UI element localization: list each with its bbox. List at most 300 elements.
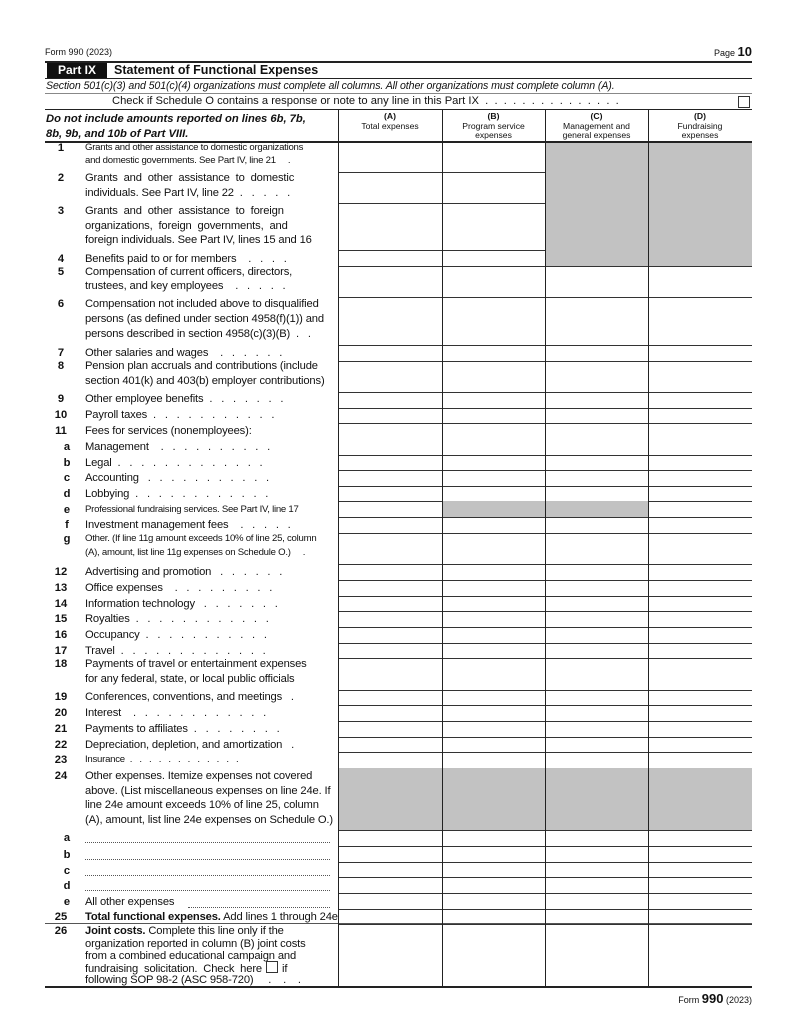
amount-cell[interactable]: [648, 658, 752, 690]
line-label-text: trustees, and key employees . . . . .: [85, 280, 286, 292]
column-title: expenses: [681, 130, 719, 140]
line-label: [85, 440, 333, 455]
amount-cell[interactable]: [442, 455, 545, 470]
column-title: Total expenses: [361, 120, 419, 131]
page-number-value: 10: [737, 44, 752, 59]
line-label-text: Other salaries and wages . . . . . .: [85, 347, 283, 359]
line-label-text: following SOP 98-2 (ASC 958-720) . . .: [85, 974, 301, 986]
amount-cell[interactable]: [442, 658, 545, 690]
line-label-text: (A), amount, list line 24e expenses on Schedule O.): [85, 814, 333, 826]
line-label: [85, 532, 333, 547]
line-label: [85, 973, 333, 988]
line-number: 18: [54, 658, 68, 670]
footer-prefix: Form: [678, 995, 700, 1005]
amount-cell[interactable]: [442, 172, 545, 203]
line-number: 4: [57, 253, 65, 265]
amount-cell[interactable]: [442, 408, 545, 423]
line-label: [85, 297, 333, 312]
amount-cell[interactable]: [338, 924, 442, 987]
amount-cell[interactable]: [648, 877, 752, 893]
amount-cell[interactable]: [338, 361, 442, 392]
amount-cell[interactable]: [442, 627, 545, 643]
amount-cell[interactable]: [545, 455, 648, 470]
column-header: [545, 112, 648, 141]
line-label-text: Office expenses . . . . . . . . .: [85, 582, 273, 594]
line-label: [85, 503, 333, 518]
amount-cell[interactable]: [648, 470, 752, 486]
amount-cell[interactable]: [442, 564, 545, 580]
line-label-text: Investment management fees . . . . .: [85, 519, 291, 531]
amount-cell[interactable]: [442, 596, 545, 611]
line-label-text: Payroll taxes . . . . . . . . . . .: [85, 409, 275, 421]
amount-cell[interactable]: [442, 470, 545, 486]
line-number: 1: [57, 142, 65, 154]
amount-cell[interactable]: [545, 533, 648, 564]
amount-cell[interactable]: [338, 392, 442, 408]
line-label-text: from a combined educational campaign and: [85, 950, 297, 962]
amount-cell[interactable]: [338, 830, 442, 846]
shaded-cell: [648, 250, 752, 266]
amount-cell[interactable]: [442, 486, 545, 501]
line-label-text: Add lines 1 through 24e: [223, 911, 338, 923]
amount-cell[interactable]: [442, 752, 545, 768]
amount-cell[interactable]: [545, 266, 648, 297]
line-number: d: [63, 488, 71, 500]
line-label: [85, 753, 333, 768]
amount-cell[interactable]: [338, 250, 442, 266]
line-label: [85, 738, 333, 753]
line-label-text: Other. (If line 11g amount exceeds 10% of line 25, column: [85, 533, 317, 544]
line-label: [85, 612, 333, 627]
line-label-text: Grants and other assistance to domestic organizations: [85, 142, 304, 153]
amount-cell[interactable]: [338, 423, 442, 455]
instruction: Section 501(c)(3) and 501(c)(4) organizations must complete all columns. All other organizations must complete column (A).: [46, 80, 615, 92]
line-label: [85, 456, 333, 471]
line-label-text: Advertising and promotion . . . . . .: [85, 566, 283, 578]
amount-cell[interactable]: [338, 142, 442, 172]
line-label-text: Fees for services (nonemployees):: [85, 425, 252, 437]
column-rule: [442, 110, 443, 987]
amount-cell[interactable]: [545, 752, 648, 768]
amount-cell[interactable]: [648, 909, 752, 924]
amount-cell[interactable]: [545, 361, 648, 392]
amount-cell[interactable]: [545, 627, 648, 643]
line-label: [85, 487, 333, 502]
checkbox-suffix: if: [281, 963, 288, 975]
line-label: [85, 359, 333, 374]
line-number: 15: [54, 613, 68, 625]
amount-cell[interactable]: [648, 501, 752, 517]
line-label: [85, 312, 333, 327]
line-label-text: Travel . . . . . . . . . . . . .: [85, 645, 266, 657]
amount-cell[interactable]: [648, 611, 752, 627]
line-number: c: [63, 472, 71, 484]
table-note-line: Do not include amounts reported on lines 6b, 7b,: [46, 113, 306, 125]
amount-cell[interactable]: [545, 470, 648, 486]
amount-cell[interactable]: [442, 705, 545, 721]
line-label-text: individuals. See Part IV, line 22 . . . . .: [85, 187, 291, 199]
line-label-bold: Total functional expenses.: [85, 911, 221, 923]
line-label: [85, 628, 333, 643]
line-number: 12: [54, 566, 68, 578]
form-label: Form 990 (2023): [45, 47, 113, 57]
amount-cell[interactable]: [545, 423, 648, 455]
table-note: [46, 112, 306, 141]
amount-cell[interactable]: [648, 846, 752, 862]
part-title: Statement of Functional Expenses: [114, 63, 319, 77]
amount-cell[interactable]: [338, 345, 442, 361]
amount-cell[interactable]: [545, 643, 648, 658]
amount-cell[interactable]: [338, 737, 442, 752]
shaded-cell: [545, 142, 648, 172]
line-label-text: (A), amount, list line 11g expenses on Schedule O.) .: [85, 547, 306, 558]
line-number: 22: [54, 739, 68, 751]
line-label: [85, 565, 333, 580]
write-in-line[interactable]: [188, 907, 330, 908]
shaded-cell: [648, 142, 752, 172]
line-number: 10: [54, 409, 68, 421]
amount-cell[interactable]: [545, 909, 648, 924]
line-label: [85, 518, 333, 533]
table-note-line: 8b, 9b, and 10b of Part VIII.: [46, 127, 189, 140]
shaded-cell: [545, 172, 648, 203]
line-number: 3: [57, 205, 65, 217]
amount-cell[interactable]: [338, 564, 442, 580]
amount-cell[interactable]: [545, 486, 648, 501]
amount-cell[interactable]: [648, 361, 752, 392]
amount-cell[interactable]: [545, 705, 648, 721]
line-number: 6: [57, 298, 65, 310]
line-label-text: fundraising solicitation. Check here: [85, 963, 262, 975]
amount-cell[interactable]: [442, 862, 545, 877]
shaded-cell: [545, 501, 648, 517]
amount-cell[interactable]: [545, 517, 648, 533]
line-number: 5: [57, 266, 65, 278]
amount-cell[interactable]: [648, 580, 752, 596]
divider: [45, 109, 752, 110]
footer-year: (2023): [725, 995, 752, 1005]
amount-cell[interactable]: [442, 737, 545, 752]
line-label: [85, 690, 333, 705]
line-label-text: section 401(k) and 403(b) employer contributions): [85, 375, 325, 387]
amount-cell[interactable]: [648, 486, 752, 501]
amount-cell[interactable]: [648, 408, 752, 423]
amount-cell[interactable]: [338, 486, 442, 501]
amount-cell[interactable]: [648, 690, 752, 705]
amount-cell[interactable]: [648, 627, 752, 643]
amount-cell[interactable]: [545, 596, 648, 611]
line-label-text: Lobbying . . . . . . . . . . . .: [85, 488, 269, 500]
footer-form-number: 990: [701, 991, 724, 1006]
line-label: [85, 154, 333, 169]
column-letter: (A): [384, 111, 396, 121]
amount-cell[interactable]: [338, 909, 442, 924]
line-label-text: Information technology . . . . . . .: [85, 598, 278, 610]
amount-cell[interactable]: [338, 877, 442, 893]
amount-cell[interactable]: [338, 893, 442, 909]
amount-cell[interactable]: [442, 721, 545, 737]
amount-cell[interactable]: [545, 737, 648, 752]
amount-cell[interactable]: [442, 533, 545, 564]
line-label-text: Payments of travel or entertainment expenses: [85, 658, 307, 670]
column-rule: [648, 110, 649, 987]
amount-cell[interactable]: [545, 924, 648, 987]
line-number: a: [63, 832, 71, 844]
amount-cell[interactable]: [442, 142, 545, 172]
line-label-text: Compensation not included above to disqualified: [85, 298, 319, 310]
line-label: [85, 408, 333, 423]
amount-cell[interactable]: [648, 752, 752, 768]
amount-cell[interactable]: [442, 297, 545, 345]
amount-cell[interactable]: [545, 893, 648, 909]
amount-cell[interactable]: [442, 924, 545, 987]
column-header: [338, 112, 442, 131]
amount-cell[interactable]: [338, 721, 442, 737]
line-label-text: persons (as defined under section 4958(f)(1)) and: [85, 313, 324, 325]
line-number: e: [63, 504, 71, 516]
line-label: [85, 171, 333, 186]
line-label: [85, 374, 333, 389]
amount-cell[interactable]: [545, 611, 648, 627]
amount-cell[interactable]: [545, 690, 648, 705]
line-label-text: Grants and other assistance to domestic: [85, 172, 295, 184]
line-label-text: Pension plan accruals and contributions (include: [85, 360, 318, 372]
amount-cell[interactable]: [442, 345, 545, 361]
write-in-line[interactable]: [85, 875, 330, 876]
amount-cell[interactable]: [338, 643, 442, 658]
amount-cell[interactable]: [338, 470, 442, 486]
line-label-text: organizations, foreign governments, and: [85, 220, 288, 232]
amount-cell[interactable]: [648, 862, 752, 877]
amount-cell[interactable]: [338, 752, 442, 768]
line-number: 8: [57, 360, 65, 372]
line-label: [85, 546, 333, 561]
amount-cell[interactable]: [648, 924, 752, 987]
line-label-text: Depreciation, depletion, and amortization .: [85, 739, 295, 751]
shaded-cell: [442, 768, 545, 830]
amount-cell[interactable]: [442, 250, 545, 266]
line-label: [85, 265, 333, 280]
amount-cell[interactable]: [338, 596, 442, 611]
line-number: a: [63, 441, 71, 453]
amount-cell[interactable]: [442, 893, 545, 909]
line-label: [85, 233, 333, 248]
write-in-line[interactable]: [85, 890, 330, 891]
part-badge: Part IX: [47, 63, 107, 78]
amount-cell[interactable]: [545, 877, 648, 893]
column-rule: [545, 110, 546, 987]
joint-costs-checkbox[interactable]: [266, 961, 278, 973]
line-number: 25: [54, 911, 68, 923]
amount-cell[interactable]: [442, 361, 545, 392]
line-label: [85, 219, 333, 234]
line-label-text: Accounting . . . . . . . . . . .: [85, 472, 270, 484]
line-label-text: Management . . . . . . . . . .: [85, 441, 271, 453]
amount-cell[interactable]: [442, 266, 545, 297]
line-label: [85, 813, 333, 828]
line-number: 21: [54, 723, 68, 735]
line-number: b: [63, 457, 71, 469]
write-in-line[interactable]: [85, 859, 330, 860]
line-number: c: [63, 865, 71, 877]
amount-cell[interactable]: [442, 690, 545, 705]
line-label-text: Legal . . . . . . . . . . . . .: [85, 457, 263, 469]
line-number: 7: [57, 347, 65, 359]
amount-cell[interactable]: [545, 392, 648, 408]
line-label: [85, 769, 333, 784]
line-label: [85, 706, 333, 721]
line-label-text: Other expenses. Itemize expenses not covered: [85, 770, 313, 782]
amount-cell[interactable]: [338, 846, 442, 862]
line-number: g: [63, 533, 71, 545]
amount-cell[interactable]: [338, 455, 442, 470]
amount-cell[interactable]: [545, 580, 648, 596]
line-label: [85, 910, 338, 925]
amount-cell[interactable]: [648, 705, 752, 721]
amount-cell[interactable]: [338, 172, 442, 203]
line-label-text: and domestic governments. See Part IV, line 21 .: [85, 155, 291, 166]
footer-form-label: [678, 991, 752, 1006]
schedule-o-check-label: Check if Schedule O contains a response or note to any line in this Part IX . . . . . . . . . . . . . . .: [112, 95, 619, 107]
line-label-text: Benefits paid to or for members . . . .: [85, 253, 287, 265]
shaded-cell: [338, 768, 442, 830]
line-label: [85, 471, 333, 486]
amount-cell[interactable]: [338, 862, 442, 877]
shaded-cell: [648, 172, 752, 203]
amount-cell[interactable]: [545, 846, 648, 862]
amount-cell[interactable]: [545, 564, 648, 580]
amount-cell[interactable]: [648, 517, 752, 533]
line-label-text: Royalties . . . . . . . . . . . .: [85, 613, 269, 625]
amount-cell[interactable]: [442, 203, 545, 250]
line-label: [85, 784, 333, 799]
column-letter: (B): [487, 111, 500, 121]
amount-cell[interactable]: [338, 658, 442, 690]
amount-cell[interactable]: [442, 909, 545, 924]
line-label: [85, 722, 333, 737]
line-number: 20: [54, 707, 68, 719]
amount-cell[interactable]: [338, 533, 442, 564]
line-number: 26: [54, 925, 68, 937]
amount-cell[interactable]: [648, 721, 752, 737]
amount-cell[interactable]: [442, 580, 545, 596]
amount-cell[interactable]: [338, 501, 442, 517]
amount-cell[interactable]: [545, 862, 648, 877]
line-number: 2: [57, 172, 65, 184]
line-label-text: organization reported in column (B) joint costs: [85, 938, 306, 950]
amount-cell[interactable]: [338, 266, 442, 297]
amount-cell[interactable]: [442, 423, 545, 455]
column-letter: (D): [694, 111, 706, 121]
amount-cell[interactable]: [338, 517, 442, 533]
amount-cell[interactable]: [338, 690, 442, 705]
amount-cell[interactable]: [648, 455, 752, 470]
amount-cell[interactable]: [648, 266, 752, 297]
amount-cell[interactable]: [442, 877, 545, 893]
amount-cell[interactable]: [545, 658, 648, 690]
amount-cell[interactable]: [442, 846, 545, 862]
line-number: 24: [54, 770, 68, 782]
amount-cell[interactable]: [442, 611, 545, 627]
amount-cell[interactable]: [338, 297, 442, 345]
column-title: Program service: [462, 120, 525, 131]
line-label: [85, 581, 333, 596]
schedule-o-checkbox[interactable]: [738, 96, 750, 108]
line-label-text: Other employee benefits . . . . . . .: [85, 393, 284, 405]
shaded-cell: [648, 203, 752, 250]
amount-cell[interactable]: [648, 737, 752, 752]
line-label-text: Grants and other assistance to foreign: [85, 205, 284, 217]
line-label-text: line 24e amount exceeds 10% of line 25, column: [85, 799, 319, 811]
amount-cell[interactable]: [648, 643, 752, 658]
line-number: 23: [54, 754, 68, 766]
line-number: e: [63, 896, 71, 908]
amount-cell[interactable]: [648, 423, 752, 455]
amount-cell[interactable]: [648, 596, 752, 611]
line-label-text: Payments to affiliates . . . . . . . .: [85, 723, 280, 735]
amount-cell[interactable]: [442, 830, 545, 846]
shaded-cell: [545, 250, 648, 266]
line-label: [85, 798, 333, 813]
page-prefix: Page: [713, 48, 736, 58]
amount-cell[interactable]: [442, 392, 545, 408]
amount-cell[interactable]: [545, 297, 648, 345]
line-number: 16: [54, 629, 68, 641]
amount-cell[interactable]: [648, 345, 752, 361]
amount-cell[interactable]: [545, 721, 648, 737]
line-label-text: Compensation of current officers, directors,: [85, 266, 293, 278]
amount-cell[interactable]: [338, 580, 442, 596]
line-label: [85, 279, 333, 294]
column-letter: (C): [590, 111, 603, 121]
line-label: [85, 327, 333, 342]
amount-cell[interactable]: [338, 408, 442, 423]
amount-cell[interactable]: [338, 705, 442, 721]
shaded-cell: [545, 203, 648, 250]
amount-cell[interactable]: [545, 830, 648, 846]
line-number: 13: [54, 582, 68, 594]
line-number: 19: [54, 691, 68, 703]
shaded-cell: [545, 768, 648, 830]
amount-cell[interactable]: [442, 517, 545, 533]
line-label: [85, 392, 333, 407]
line-label: [85, 424, 333, 439]
line-number: 9: [57, 393, 65, 405]
line-label: [85, 204, 333, 219]
write-in-line[interactable]: [85, 842, 330, 843]
line-label-text: for any federal, state, or local public officials: [85, 673, 295, 685]
amount-cell[interactable]: [648, 830, 752, 846]
amount-cell[interactable]: [338, 611, 442, 627]
amount-cell[interactable]: [545, 408, 648, 423]
amount-cell[interactable]: [338, 627, 442, 643]
amount-cell[interactable]: [648, 564, 752, 580]
line-label-text: Occupancy . . . . . . . . . . .: [85, 629, 267, 641]
amount-cell[interactable]: [648, 297, 752, 345]
amount-cell[interactable]: [648, 893, 752, 909]
shaded-cell: [442, 501, 545, 517]
amount-cell[interactable]: [442, 643, 545, 658]
line-label-text: foreign individuals. See Part IV, lines 15 and 16: [85, 234, 312, 246]
amount-cell[interactable]: [648, 533, 752, 564]
amount-cell[interactable]: [338, 203, 442, 250]
amount-cell[interactable]: [545, 345, 648, 361]
column-header: [648, 112, 752, 141]
amount-cell[interactable]: [648, 392, 752, 408]
line-label-text: Professional fundraising services. See Part IV, line 17: [85, 504, 299, 515]
column-rule: [338, 110, 339, 987]
line-label: [85, 657, 333, 672]
